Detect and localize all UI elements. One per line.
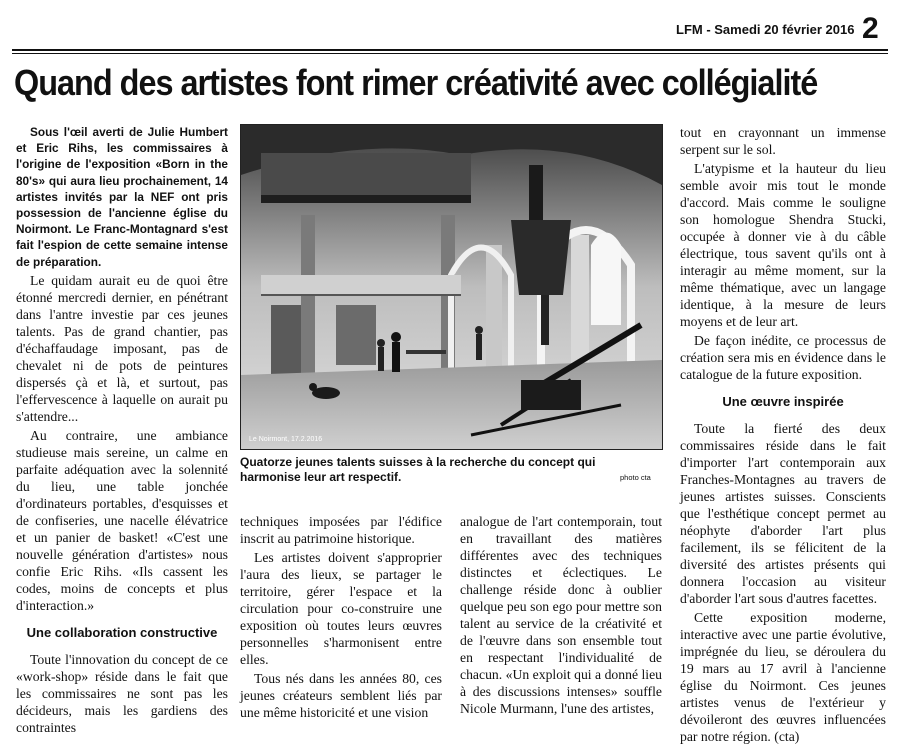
subhead-oeuvre: Une œuvre inspirée [722,394,844,409]
top-rule-thin [12,53,888,54]
column-2 [240,513,442,720]
column-2-paragraph-3: Tous nés dans les années 80, ces jeunes créateurs semblent liés par une même historicité et une vision [240,671,442,720]
column-1 [16,124,228,735]
church-interior-image [241,125,662,449]
column-4-paragraph-5: Cette exposition moderne, interactive avec une partie évolutive, imprégnée du lieu, se déroulera du 19 mars au 17 avril à l'ancienne église du Noirmont. Ces jeunes artistes venus de l'extérieur y dévoileront des œuvres influencées par notre région. (cta) [680,610,886,744]
column-3-paragraph-1: analogue de l'art contemporain, tout en travaillant des matières différentes avec des techniques distinctes et éclectiques. Le challenge réside donc à oublier quelque peu son ego pour mettre son talent au service de la créativité et de l'œuvre dans son ensemble tout en respectant l'individualité de chacun. «Un exploit qui a donné lieu à des discussions intenses» souffle Nicole Murmann, l'une des artistes, [460,514,662,716]
column-1-paragraph-3: Toute l'innovation du concept de ce «work-shop» réside dans le fait que les commissaires ne sont pas les décideurs, mais les gardiens des contraintes [16,651,228,735]
column-1-paragraph-2: Au contraire, une ambiance studieuse mais sereine, un calme en parfaite adéquation avec la solennité du lieu, une table jonchée d'ordinateurs portables, d'esquisses et de confiseries, une nacelle élévatrice et un panier de basket! «C'est une nouvelle génération d'artistes» nous confie Eric Rihs. «Ils cassent les codes, moins de concepts et plus d'interaction.» [16,427,228,613]
lead-paragraph: Sous l'œil averti de Julie Humbert et Eric Rihs, les commissaires à l'origine de l'exposition «Born in the 80's» qui aura lieu prochainement, 14 artistes invités par la NEF ont pris possession de l'ancienne église du Noirmont. Le Franc-Montagnard s'est fait l'espion de cette semaine intense de préparation. [16,125,228,269]
column-4-paragraph-3: De façon inédite, ce processus de création sera mis en évidence dans le catalogue de la future exposition. [680,333,886,382]
column-2-paragraph-1: techniques imposées par l'édifice inscrit au patrimoine historique. [240,514,442,546]
column-4-paragraph-2: L'atypisme et la hauteur du lieu semble avoir mis tout le monde d'accord. Mais comme le souligne son homologue Shendra Stucki, occupée à donner vie à du câble électrique, tous savent qu'ils ont à interagir au même moment, sur la même thématique, avec un langage identique, à la mesure de leurs moyens et de leur art. [680,161,886,329]
page-number: 2 [862,12,879,45]
photo-credit: photo cta [620,473,651,482]
column-2-paragraph-2: Les artistes doivent s'approprier l'aura des lieux, se partager le territoire, gérer l'espace et la circulation pour co-construire une exposition où toutes leurs œuvres personnelles s'harmonisent entre elles. [240,550,442,667]
column-4-paragraph-1: tout en crayonnant un immense serpent sur le sol. [680,125,886,157]
top-rule [12,49,888,51]
column-4 [680,124,886,744]
church-photo [240,124,663,450]
column-4-paragraph-4: Toute la fierté des deux commissaires réside dans le fait d'importer l'art contemporain aux Franches-Montagnes au travers de jeunes artistes suisses. Conscients que l'esthétique concept permet au néophyte d'aborder l'art plus facilement, ils se félicitent de la diversité des artistes présents qui donnera l'occasion au visiteur d'aborder l'art sous d'autres facettes. [680,421,886,606]
column-1-paragraph-1: Le quidam aurait eu de quoi être étonné mercredi dernier, en pénétrant dans l'antre investie par ces jeunes talents. Pas de grand chantier, pas d'échaffaudage imposant, pas de chevalet ni de pots de peintures dispersés çà et là, et surtout, pas l'effervescence à laquelle on aurait pu s'attendre... [16,272,228,424]
headline: Quand des artistes font rimer créativité avec collégialité [14,62,818,103]
subhead-collaboration: Une collaboration constructive [26,624,218,640]
masthead-issue: LFM - Samedi 20 février 2016 [676,22,855,37]
photo-date-stamp: Le Noirmont, 17.2.2016 [249,436,323,443]
column-3 [460,513,662,716]
photo-caption: Quatorze jeunes talents suisses à la recherche du concept qui harmonise leur art respectif. [240,455,596,484]
